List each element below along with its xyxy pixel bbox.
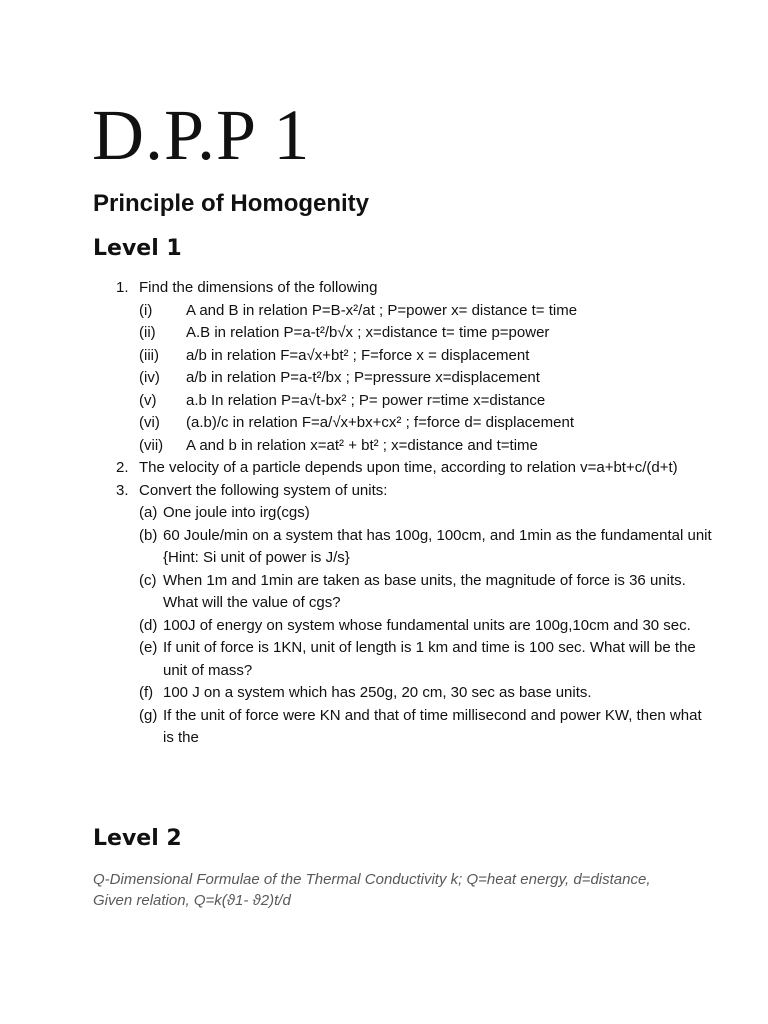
- sub-item-text: One joule into irg(cgs): [163, 504, 310, 521]
- sub-item-text: A and b in relation x=at² + bt² ; x=distance and t=time: [186, 436, 538, 454]
- question-item: [116, 457, 716, 480]
- sub-item: [139, 637, 716, 682]
- sub-item-text: (a.b)/c in relation F=a/√x+bx+cx² ; f=force d= displacement: [186, 414, 575, 431]
- sub-item-label: (g): [139, 706, 158, 724]
- sub-item: [139, 390, 716, 413]
- sub-item: [139, 435, 716, 458]
- sub-item-label: (ii): [139, 324, 156, 341]
- sub-item-text: When 1m and 1min are taken as base units, the magnitude of force is 36 units. What will the value of cgs?: [163, 571, 686, 611]
- sub-item-text: If the unit of force were KN and that of time millisecond and power KW, then what is the: [163, 706, 702, 746]
- document-title: D.P.P 1: [92, 95, 311, 175]
- roman-sublist: [139, 300, 716, 458]
- sub-item: [139, 502, 716, 525]
- sub-item-text: A and B in relation P=B-x²/at ; P=power x= distance t= time: [186, 301, 578, 319]
- question-list: [116, 277, 716, 750]
- sub-item-label: (c): [139, 571, 157, 589]
- sub-item-label: (vii): [139, 436, 164, 454]
- sub-item-text: a/b in relation F=a√x+bt² ; F=force x = displacement: [186, 346, 530, 364]
- sub-item-text: 100J of energy on system whose fundamental units are 100g,10cm and 30 sec.: [163, 616, 691, 634]
- question-item: [116, 277, 716, 457]
- sub-item: [139, 525, 716, 570]
- sub-item-label: (iii): [139, 346, 159, 364]
- sub-item: [139, 615, 716, 638]
- level-2-question: Q-Dimensional Formulae of the Thermal Conductivity k; Q=heat energy, d=distance, Given relation, Q=k(ϑ1- ϑ2)t/d: [93, 871, 651, 909]
- question-number: 3.: [116, 481, 129, 499]
- question-text: Find the dimensions of the following: [139, 279, 378, 296]
- sub-item-label: (i): [139, 301, 153, 319]
- sub-item: [139, 705, 716, 750]
- sub-item-text: 100 J on a system which has 250g, 20 cm, 30 sec as base units.: [163, 684, 592, 701]
- sub-item: [139, 345, 716, 368]
- sub-item-label: (e): [139, 639, 158, 656]
- document-subtitle: Principle of Homogenity: [93, 190, 370, 217]
- question-item: [116, 480, 716, 750]
- sub-item: [139, 322, 716, 345]
- sub-item: [139, 367, 716, 390]
- sub-item-text: A.B in relation P=a-t²/b√x ; x=distance t= time p=power: [186, 324, 550, 341]
- sub-item: [139, 570, 716, 615]
- question-text: The velocity of a particle depends upon time, according to relation v=a+bt+c/(d+t): [139, 459, 678, 476]
- sub-item-label: (b): [139, 526, 158, 544]
- sub-item: [139, 682, 716, 705]
- sub-item-text: a.b In relation P=a√t-bx² ; P= power r=time x=distance: [186, 391, 546, 409]
- question-number: 1.: [116, 279, 129, 296]
- sub-item-text: If unit of force is 1KN, unit of length is 1 km and time is 100 sec. What will be the unit of mass?: [163, 639, 696, 679]
- question-text: Convert the following system of units:: [139, 481, 388, 499]
- letter-sublist: [139, 502, 716, 750]
- sub-item-label: (d): [139, 616, 158, 634]
- sub-item-label: (f): [139, 684, 154, 701]
- sub-item-text: a/b in relation P=a-t²/bx ; P=pressure x=displacement: [186, 369, 540, 386]
- question-number: 2.: [116, 459, 129, 476]
- sub-item: [139, 300, 716, 323]
- sub-item-text: 60 Joule/min on a system that has 100g, 100cm, and 1min as the fundamental unit {Hint: Si unit of power is J/s}: [163, 526, 712, 566]
- sub-item-label: (a): [139, 504, 158, 521]
- sub-item-label: (vi): [139, 414, 160, 431]
- sub-item-label: (iv): [139, 369, 160, 386]
- level-2-heading: Level 2: [93, 826, 182, 851]
- sub-item-label: (v): [139, 391, 157, 409]
- sub-item: [139, 412, 716, 435]
- level-1-heading: Level 1: [93, 236, 182, 261]
